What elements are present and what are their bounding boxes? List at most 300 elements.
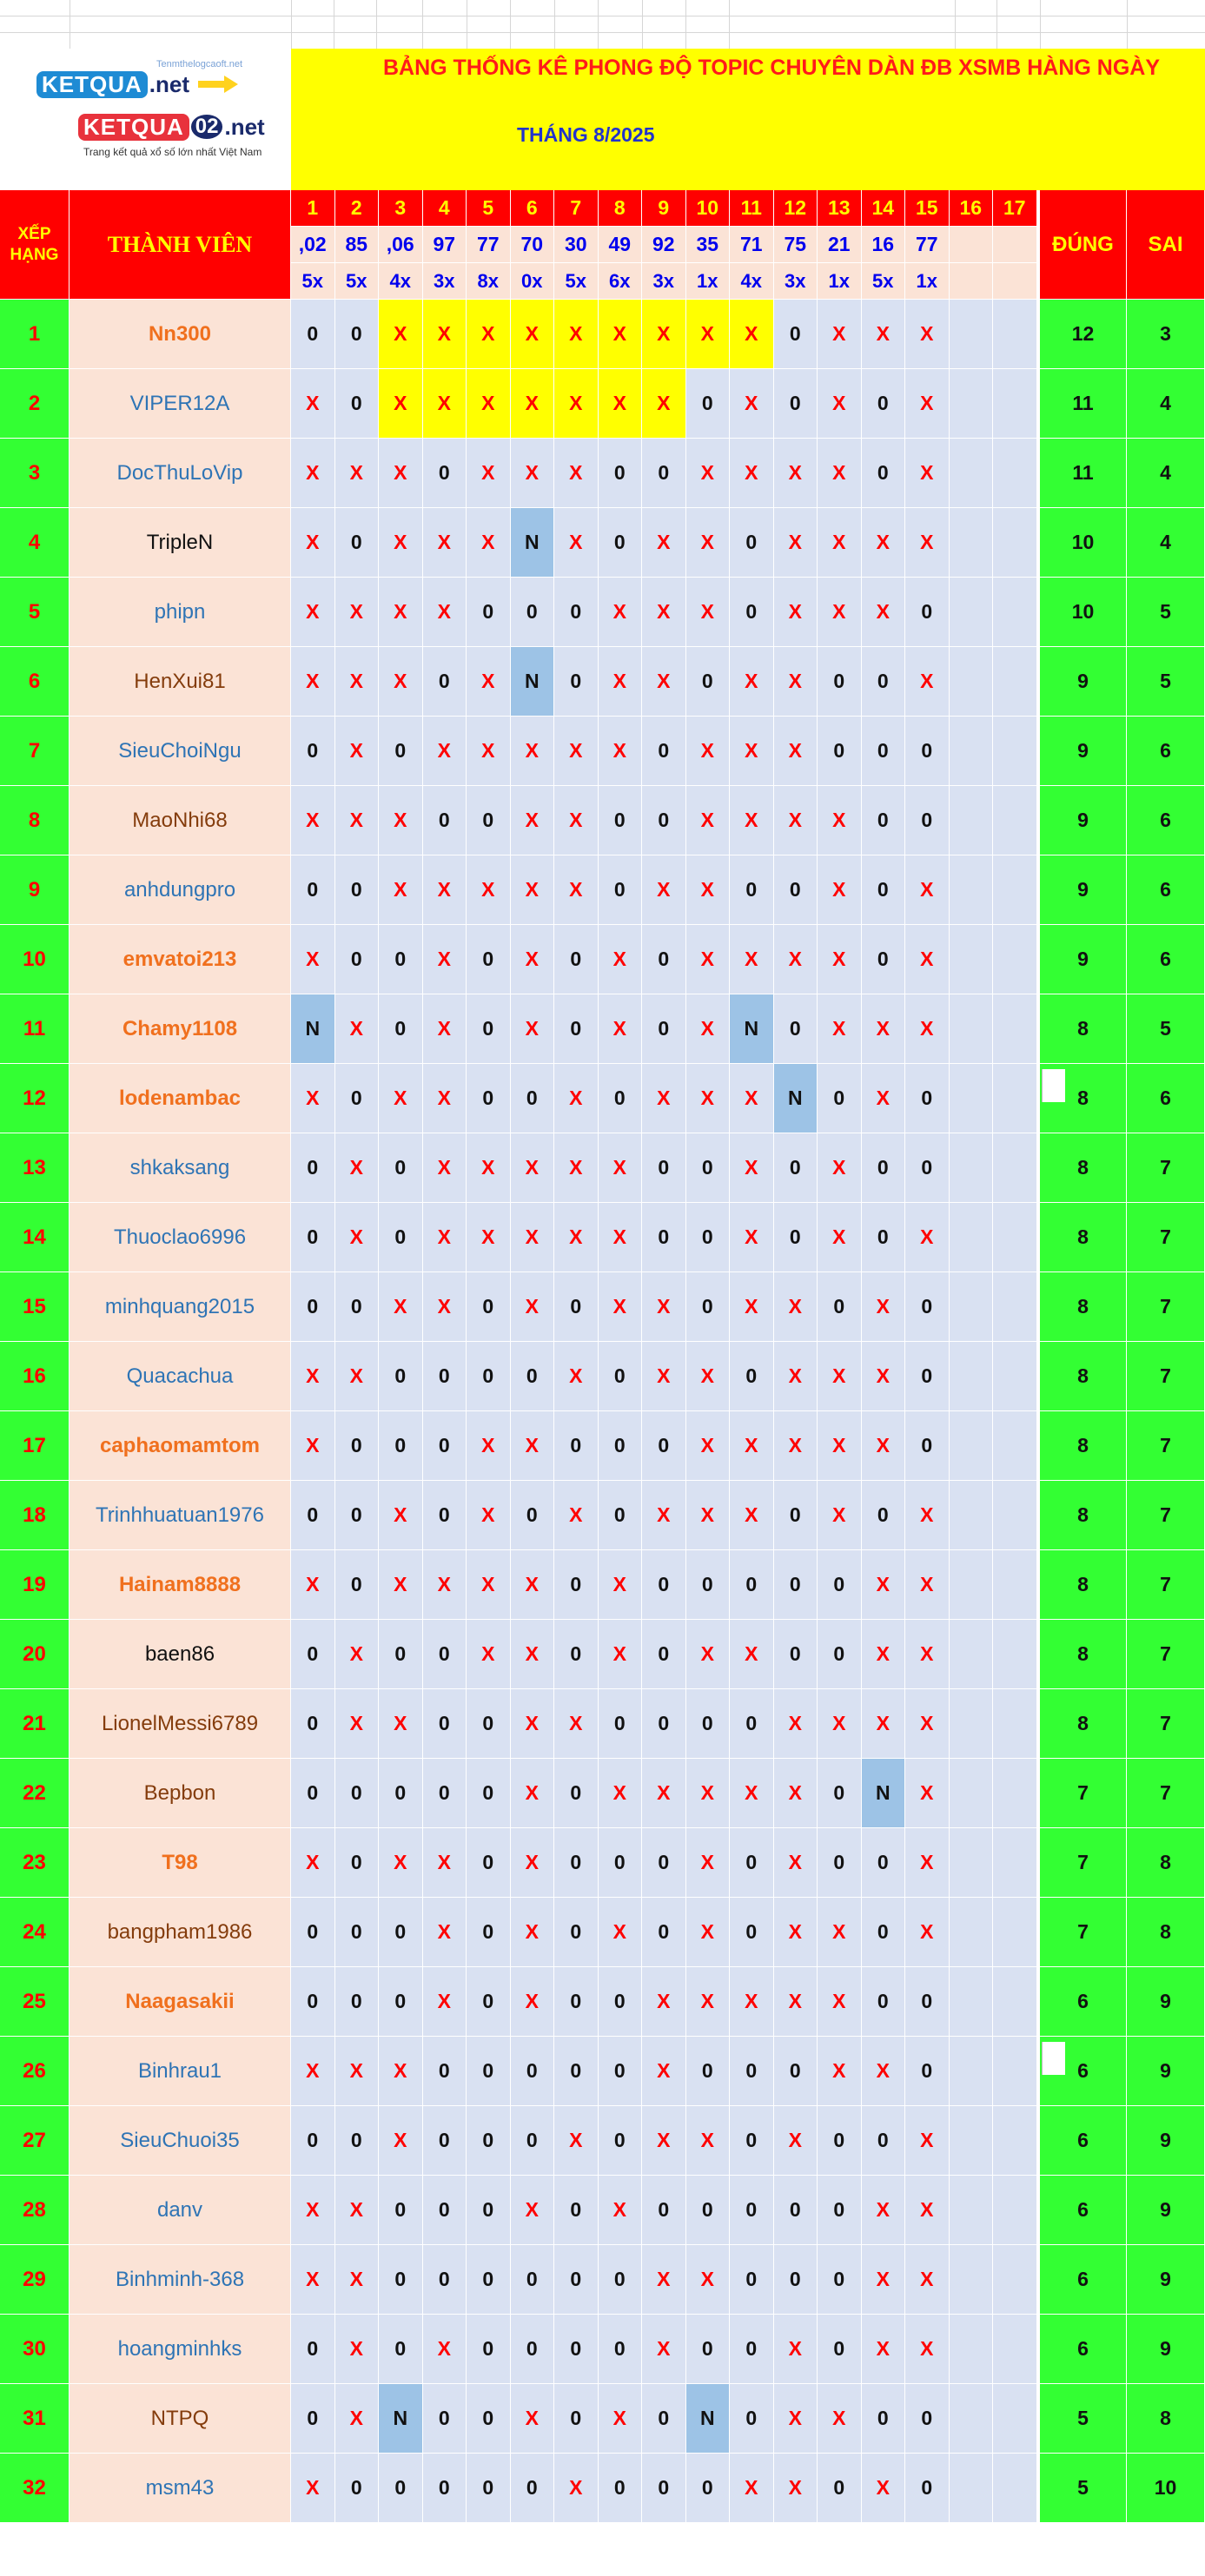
logo-brand1-suffix: .net [149,70,190,97]
result-cell: X [642,369,686,439]
result-cell: 0 [511,2454,555,2523]
result-value-10: 35 [686,227,731,263]
correct-count: 10 [1040,508,1127,578]
result-cell: X [818,508,862,578]
rank-cell: 9 [0,855,70,925]
result-cell: 0 [642,994,686,1064]
result-cell: 0 [818,1620,862,1689]
result-cell: X [467,1481,511,1550]
result-cell: X [774,2106,818,2176]
wrong-count: 7 [1127,1203,1205,1272]
result-cell: X [686,1481,731,1550]
result-cell: 0 [818,717,862,786]
result-cell: X [291,1411,335,1481]
result-cell: X [818,1967,862,2037]
result-cell: X [774,647,818,717]
wrong-count: 7 [1127,1689,1205,1759]
result-cell: 0 [291,300,335,369]
result-cell: X [818,994,862,1064]
result-cell: 0 [818,647,862,717]
result-cell: X [642,2106,686,2176]
result-cell [950,1898,994,1967]
member-name: Naagasakii [70,1967,291,2037]
member-name: HenXui81 [70,647,291,717]
result-cell [993,1203,1037,1272]
logo-brand1-text: KETQUA [36,71,148,98]
result-cell: X [599,1759,643,1828]
result-cell: X [686,300,731,369]
grid-line [642,0,643,49]
result-cell: 0 [291,1689,335,1759]
result-cell [950,1064,994,1133]
result-cell: X [730,1133,774,1203]
result-cell: X [774,439,818,508]
result-cell: X [862,578,906,647]
result-cell: X [291,925,335,994]
result-cell: X [818,1689,862,1759]
result-cell: 0 [686,1689,731,1759]
result-cell: 0 [291,1759,335,1828]
result-cell: N [730,994,774,1064]
result-cell: X [511,1550,555,1620]
result-cell: 0 [379,925,423,994]
result-cell: X [686,578,731,647]
result-cell: 0 [862,786,906,855]
logo-brand2-text: KETQUA [78,114,189,141]
result-cell: 0 [291,717,335,786]
correct-count: 8 [1040,1481,1127,1550]
result-cell [950,1342,994,1411]
result-cell: X [642,647,686,717]
result-cell: 0 [467,2106,511,2176]
result-cell: 0 [335,1898,380,1967]
result-cell: X [599,925,643,994]
result-cell: 0 [642,786,686,855]
result-cell: X [379,647,423,717]
correct-count: 9 [1040,855,1127,925]
result-cell: X [905,994,950,1064]
result-cell: X [642,2037,686,2106]
result-cell: 0 [642,925,686,994]
logo-area [0,49,292,190]
result-cell: 0 [379,1133,423,1203]
result-cell: X [642,508,686,578]
result-cell: 0 [599,1064,643,1133]
wrong-count: 7 [1127,1342,1205,1411]
wrong-count: 8 [1127,1898,1205,1967]
result-cell: 0 [686,1203,731,1272]
result-cell: 0 [511,2106,555,2176]
result-cell: 0 [467,1064,511,1133]
wrong-count: 4 [1127,369,1205,439]
result-cell: X [511,1828,555,1898]
day-header-16: 16 [950,190,994,227]
result-cell: X [818,369,862,439]
result-cell: 0 [379,1203,423,1272]
result-cell: 0 [862,925,906,994]
result-cell: 0 [554,647,599,717]
result-cell: 0 [599,1411,643,1481]
result-cell: X [905,855,950,925]
correct-count: 6 [1040,2106,1127,2176]
day-header-2: 2 [335,190,380,227]
day-header-3: 3 [379,190,423,227]
result-cell: X [774,1898,818,1967]
day-header-6: 6 [511,190,555,227]
result-cell [993,1967,1037,2037]
member-name: shkaksang [70,1133,291,1203]
result-cell: 0 [554,2384,599,2454]
correct-count: 8 [1040,1133,1127,1203]
result-cell [993,1411,1037,1481]
result-cell: X [511,717,555,786]
result-cell: 0 [818,2315,862,2384]
result-cell: X [335,2245,380,2315]
result-cell: X [905,439,950,508]
result-cell: X [599,300,643,369]
correct-count: 6 [1040,2176,1127,2245]
result-cell: X [511,2384,555,2454]
grid-line [0,32,1205,33]
result-cell: 0 [291,1203,335,1272]
result-cell: X [554,1203,599,1272]
result-cell [950,439,994,508]
result-cell: 0 [335,1828,380,1898]
result-cell: X [774,578,818,647]
result-cell: 0 [467,1272,511,1342]
result-cell: 0 [818,1272,862,1342]
result-cell: X [905,925,950,994]
result-cell: 0 [599,1342,643,1411]
result-cell: X [511,994,555,1064]
result-cell: X [774,1411,818,1481]
result-cell: X [511,369,555,439]
result-value-9: 92 [642,227,686,263]
member-name: lodenambac [70,1064,291,1133]
result-cell: 0 [291,2384,335,2454]
correct-count: 11 [1040,369,1127,439]
result-value-3: ,06 [379,227,423,263]
result-cell: 0 [686,1550,731,1620]
result-cell [993,508,1037,578]
result-cell [993,2176,1037,2245]
result-cell: 0 [554,925,599,994]
result-cell: 0 [335,1967,380,2037]
result-cell: X [862,1342,906,1411]
result-cell: X [642,1967,686,2037]
arrow-icon [198,76,238,93]
result-cell: 0 [423,2037,467,2106]
member-name: SieuChuoi35 [70,2106,291,2176]
result-value-17 [993,227,1037,263]
result-cell: 0 [905,578,950,647]
result-cell: 0 [379,2176,423,2245]
result-cell [950,2037,994,2106]
result-cell: X [599,1203,643,1272]
member-header: THÀNH VIÊN [70,190,291,300]
result-cell: X [511,2176,555,2245]
result-cell: X [467,369,511,439]
result-cell: 0 [554,1759,599,1828]
result-cell [993,1620,1037,1689]
result-cell [993,2106,1037,2176]
rank-cell: 28 [0,2176,70,2245]
result-cell [993,2315,1037,2384]
result-cell: X [686,1898,731,1967]
correct-header: ĐÚNG [1040,190,1127,300]
rank-cell: 18 [0,1481,70,1550]
result-value-11: 71 [730,227,774,263]
result-cell [950,369,994,439]
result-cell: 0 [379,1759,423,1828]
result-cell: 0 [599,508,643,578]
result-cell: 0 [423,1689,467,1759]
result-cell: 0 [467,925,511,994]
result-cell: 0 [291,1620,335,1689]
result-cell [950,300,994,369]
result-cell: X [905,1759,950,1828]
result-cell: X [554,1133,599,1203]
result-cell: X [291,2245,335,2315]
result-cell [993,1133,1037,1203]
result-cell: 0 [686,2454,731,2523]
grid-line [685,0,686,49]
result-cell: 0 [730,1828,774,1898]
result-cell: X [554,1064,599,1133]
result-cell [993,369,1037,439]
result-cell: X [642,1481,686,1550]
result-cell: X [599,1133,643,1203]
result-cell: X [730,1967,774,2037]
result-cell: X [554,1481,599,1550]
wrong-count: 9 [1127,1967,1205,2037]
result-cell: X [511,1967,555,2037]
result-cell: 0 [642,1133,686,1203]
result-cell: 0 [291,1898,335,1967]
result-cell: X [730,300,774,369]
correct-count: 7 [1040,1759,1127,1828]
result-cell [993,1272,1037,1342]
result-cell: 0 [905,1064,950,1133]
rank-cell: 12 [0,1064,70,1133]
result-cell: X [818,1898,862,1967]
result-cell: 0 [642,2454,686,2523]
result-cell [993,1342,1037,1411]
rank-cell: 6 [0,647,70,717]
result-cell: X [379,855,423,925]
result-cell: 0 [423,2454,467,2523]
result-cell: X [423,2315,467,2384]
multiplier-9: 3x [642,263,686,300]
result-cell [950,1828,994,1898]
result-cell: X [774,786,818,855]
result-cell: X [599,1898,643,1967]
correct-count: 7 [1040,1828,1127,1898]
result-cell: X [686,2106,731,2176]
member-name: SieuChoiNgu [70,717,291,786]
result-cell: 0 [423,1620,467,1689]
result-cell: 0 [467,1898,511,1967]
wrong-count: 7 [1127,1272,1205,1342]
rank-cell: 8 [0,786,70,855]
result-cell: X [511,855,555,925]
result-cell: X [423,1272,467,1342]
result-cell: 0 [335,1272,380,1342]
result-cell [950,2176,994,2245]
result-cell: 0 [862,1133,906,1203]
result-cell: 0 [818,1759,862,1828]
result-cell: 0 [599,439,643,508]
multiplier-12: 3x [774,263,818,300]
result-cell: X [423,300,467,369]
result-cell: X [423,1133,467,1203]
result-cell: X [291,1550,335,1620]
multiplier-11: 4x [730,263,774,300]
grid-line [1040,0,1041,49]
result-cell: 0 [335,855,380,925]
result-cell: 0 [862,1828,906,1898]
result-cell [993,1064,1037,1133]
result-cell: 0 [730,2037,774,2106]
result-cell: 0 [730,1550,774,1620]
result-cell: X [774,717,818,786]
result-cell: 0 [862,1481,906,1550]
result-cell: X [599,2384,643,2454]
result-cell: 0 [774,2037,818,2106]
result-cell: X [642,300,686,369]
result-cell: 0 [335,508,380,578]
result-cell: 0 [467,2037,511,2106]
result-cell: X [818,786,862,855]
result-cell: X [511,925,555,994]
result-cell [950,1689,994,1759]
result-cell: X [905,2315,950,2384]
day-header-5: 5 [467,190,511,227]
result-cell: X [730,369,774,439]
result-cell: X [554,855,599,925]
result-cell [950,1411,994,1481]
member-name: danv [70,2176,291,2245]
result-cell: X [730,1481,774,1550]
result-cell: 0 [818,2245,862,2315]
result-cell: 0 [423,1481,467,1550]
result-cell: 0 [379,1898,423,1967]
result-cell: 0 [730,2106,774,2176]
multiplier-4: 3x [423,263,467,300]
grid-line [554,0,555,49]
result-cell: X [818,1481,862,1550]
result-cell: 0 [774,1481,818,1550]
grid-line [729,0,730,49]
result-cell: X [379,369,423,439]
grid-line [0,16,1205,17]
multiplier-6: 0x [511,263,555,300]
member-name: Hainam8888 [70,1550,291,1620]
result-cell: N [686,2384,731,2454]
result-cell: X [423,717,467,786]
grid-line [291,0,292,49]
result-value-7: 30 [554,227,599,263]
result-cell: X [686,855,731,925]
correct-count: 6 [1040,2245,1127,2315]
result-value-14: 16 [862,227,906,263]
rank-header-label: XẾP HẠNG [10,224,59,264]
rank-cell: 30 [0,2315,70,2384]
result-cell: 0 [905,2037,950,2106]
result-cell: X [467,717,511,786]
result-cell: X [467,1133,511,1203]
member-name: Trinhhuatuan1976 [70,1481,291,1550]
wrong-count: 4 [1127,439,1205,508]
result-cell: 0 [905,2454,950,2523]
result-cell: 0 [730,2245,774,2315]
result-cell: X [818,300,862,369]
result-cell: 0 [335,1411,380,1481]
result-cell: 0 [423,2106,467,2176]
result-cell [950,1203,994,1272]
result-value-2: 85 [335,227,380,263]
result-cell [993,578,1037,647]
wrong-count: 9 [1127,2176,1205,2245]
result-cell: 0 [599,1828,643,1898]
result-cell: X [379,1689,423,1759]
member-name: minhquang2015 [70,1272,291,1342]
month-label: THÁNG 8/2025 [517,123,655,146]
result-cell: X [554,2454,599,2523]
result-cell: X [599,369,643,439]
result-cell: X [599,994,643,1064]
result-cell: X [730,1203,774,1272]
rank-cell: 21 [0,1689,70,1759]
result-cell: 0 [423,2245,467,2315]
rank-cell: 26 [0,2037,70,2106]
result-cell: X [335,1620,380,1689]
result-cell: X [774,1828,818,1898]
result-cell: 0 [642,1689,686,1759]
result-cell: 0 [554,578,599,647]
result-cell: X [554,1342,599,1411]
result-cell: 0 [686,1272,731,1342]
result-cell: X [467,1550,511,1620]
result-cell: 0 [818,1064,862,1133]
result-cell: X [379,1272,423,1342]
comment-marker [1042,2042,1065,2075]
day-header-10: 10 [686,190,731,227]
result-cell [993,439,1037,508]
result-cell: X [467,300,511,369]
result-cell: 0 [599,1481,643,1550]
result-cell: X [730,647,774,717]
grid-line [955,0,956,49]
rank-cell: 4 [0,508,70,578]
result-cell: X [423,925,467,994]
result-cell: X [467,439,511,508]
result-cell: 0 [467,2176,511,2245]
result-cell: X [379,1828,423,1898]
result-cell: X [423,508,467,578]
result-cell: X [862,300,906,369]
logo-top-url: Tenmthelogcaoft.net [156,59,243,69]
day-header-13: 13 [818,190,862,227]
result-cell: X [291,2176,335,2245]
result-cell: 0 [905,1967,950,2037]
result-cell: X [511,439,555,508]
result-cell: X [730,1620,774,1689]
wrong-count: 7 [1127,1411,1205,1481]
result-cell: X [511,1689,555,1759]
result-cell: X [774,1759,818,1828]
result-cell [993,300,1037,369]
